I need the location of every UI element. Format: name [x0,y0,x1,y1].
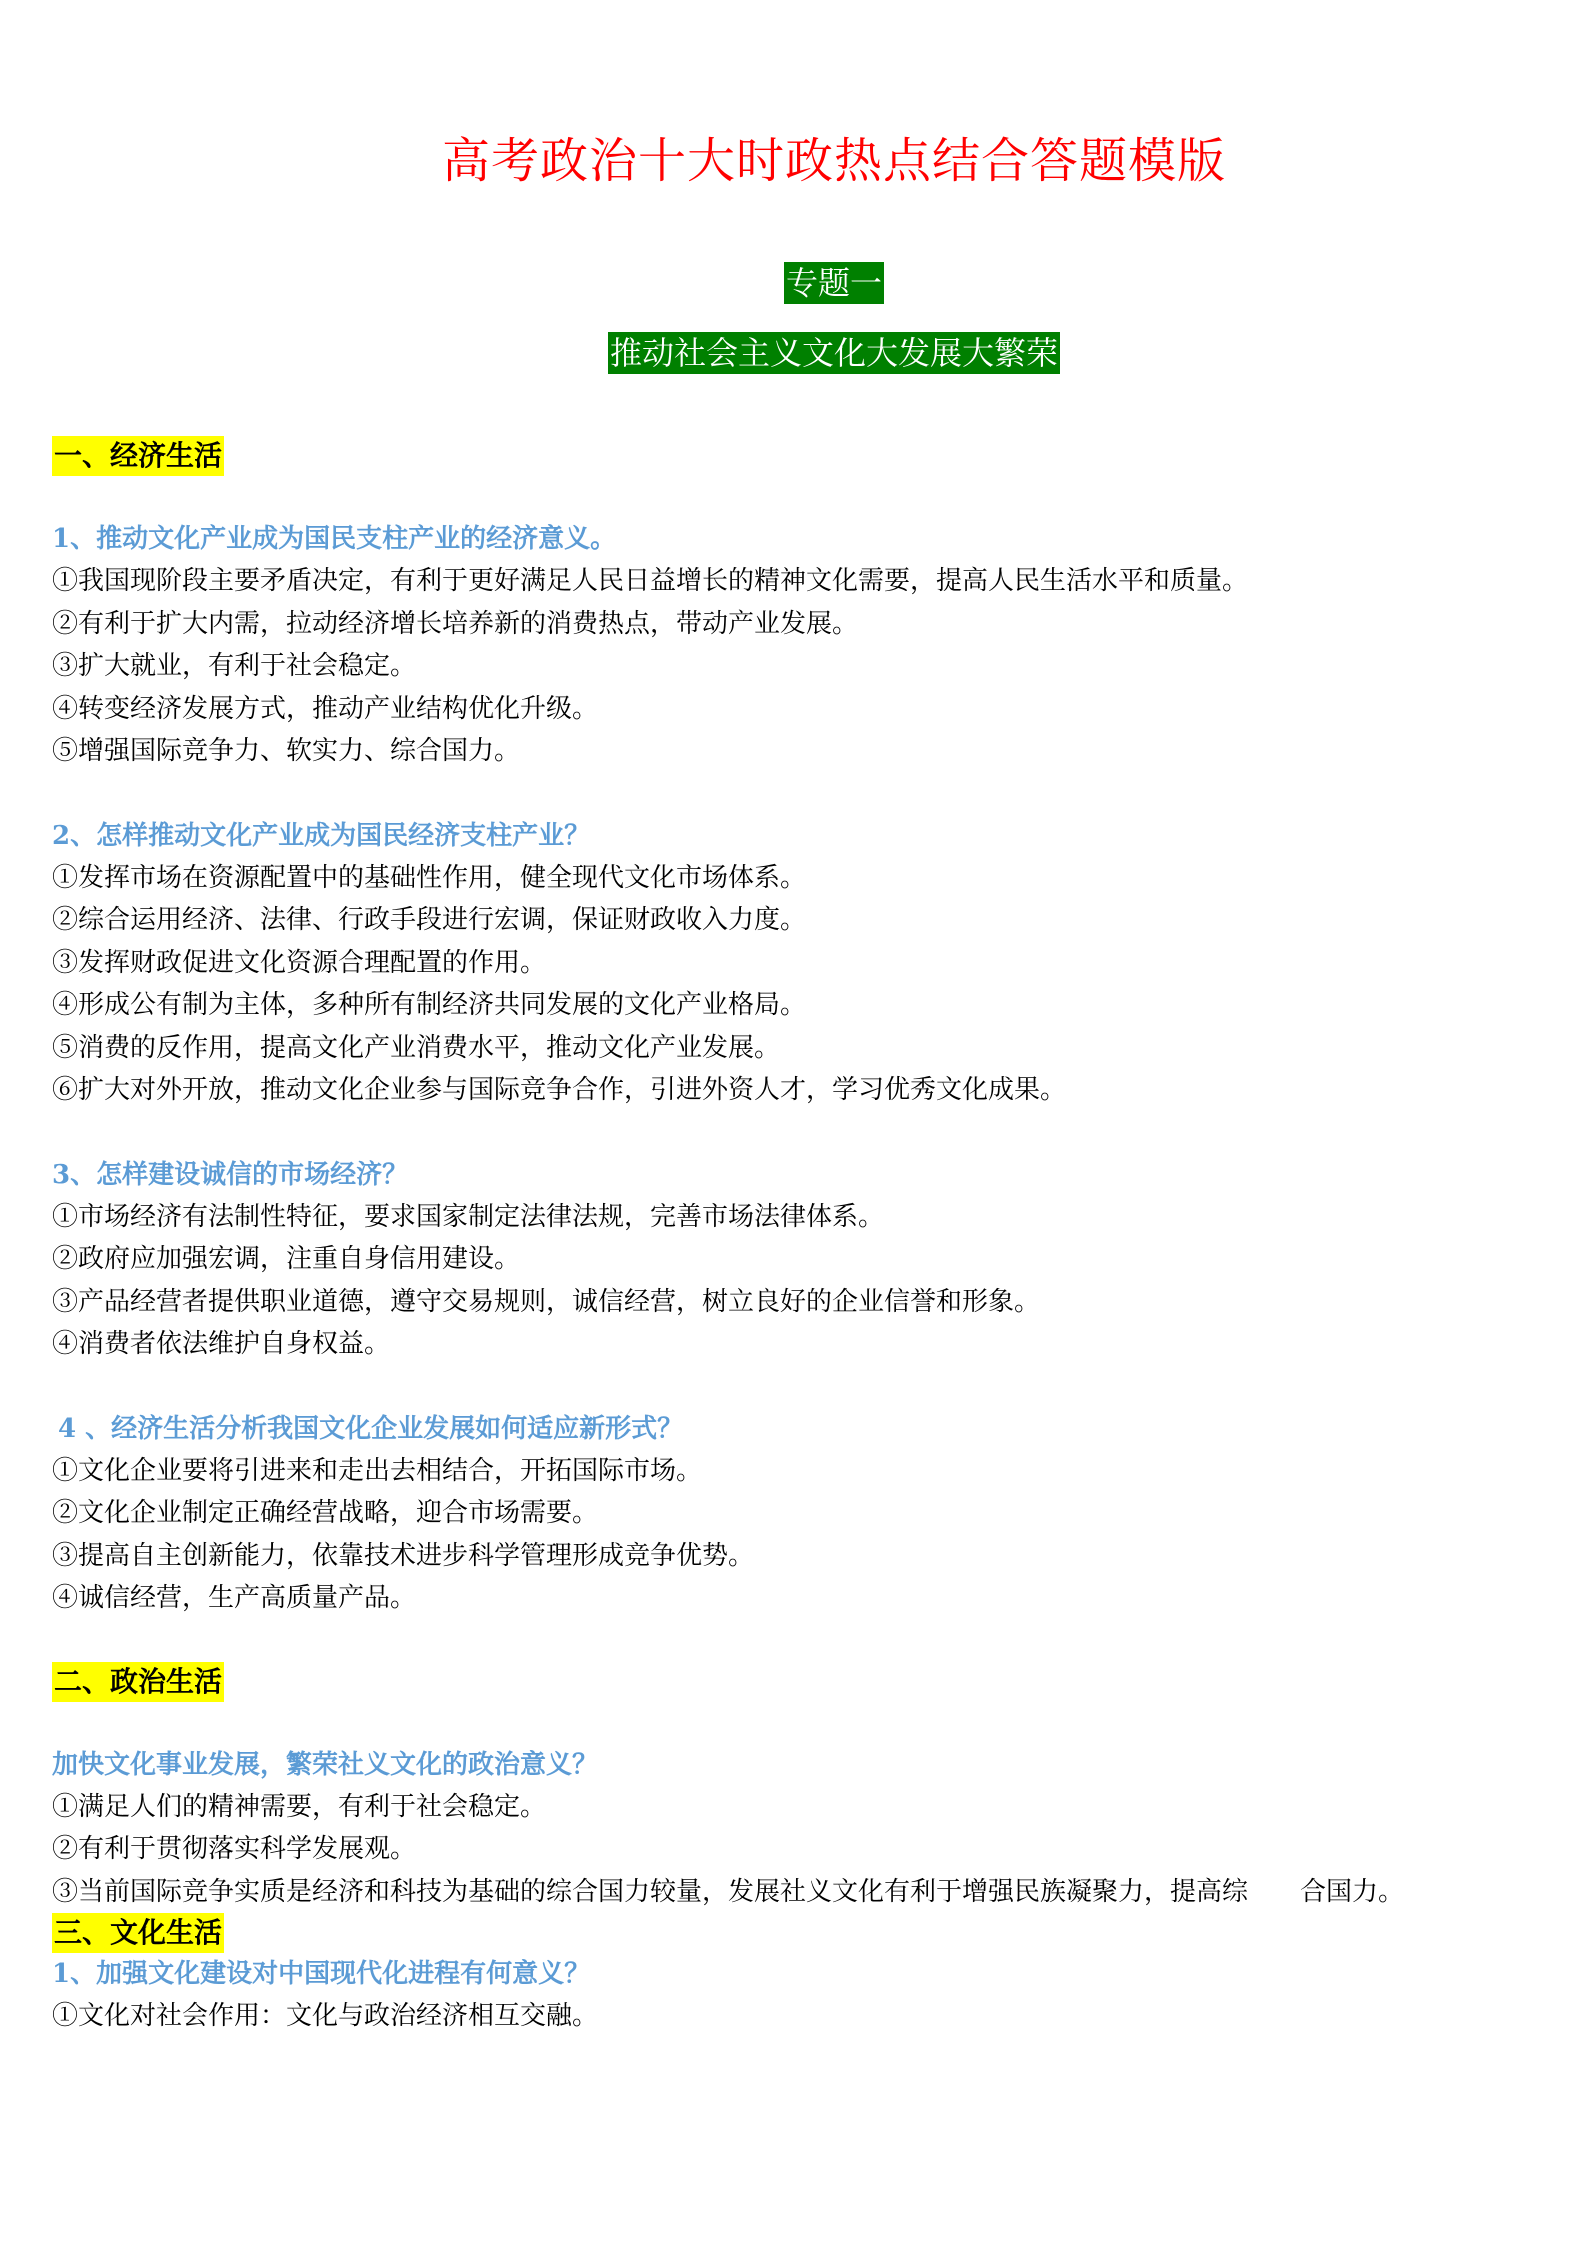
section-heading [52,1662,1552,1702]
section-heading-text: 三、文化生活 [52,1913,224,1953]
answer-line: ③提高自主创新能力，依靠技术进步科学管理形成竞争优势。 [52,1540,755,1571]
answer-line: ②政府应加强宏调，注重自身信用建设。 [52,1244,521,1274]
answer-line: ①发挥市场在资源配置中的基础性作用，健全现代文化市场体系。 [52,862,807,893]
answer-line: ③产品经营者提供职业道德，遵守交易规则，诚信经营，树立良好的企业信誉和形象。 [52,1286,1041,1317]
answer-line: ③当前国际竞争实质是经济和科技为基础的综合国力较量，发展社义文化有利于增强民族凝聚力，提高综 合国力。 [52,1876,1405,1907]
answer-line: ④转变经济发展方式，推动产业结构优化升级。 [52,693,599,724]
answer-line: ①我国现阶段主要矛盾决定，有利于更好满足人民日益增长的精神文化需要，提高人民生活水平和质量。 [52,566,1249,596]
question-heading: 3、怎样建设诚信的市场经济？ [52,1159,409,1190]
answer-line: ④形成公有制为主体，多种所有制经济共同发展的文化产业格局。 [52,990,807,1020]
document-body [52,436,1552,2038]
question-heading: 2、怎样推动文化产业成为国民经济支柱产业？ [52,820,591,851]
topic-title [0,328,1588,374]
answer-line: ①文化企业要将引进来和走出去相结合，开拓国际市场。 [52,1455,703,1486]
answer-line: ⑤消费的反作用，提高文化产业消费水平，推动文化产业发展。 [52,1032,781,1063]
answer-line: ①文化对社会作用：文化与政治经济相互交融。 [52,2001,599,2031]
document-title: 高考政治十大时政热点结合答题模版 [441,133,1226,189]
answer-line: ②综合运用经济、法律、行政手段进行宏调，保证财政收入力度。 [52,905,807,935]
answer-line: ④诚信经营，生产高质量产品。 [52,1583,417,1613]
answer-line: ③扩大就业，有利于社会稳定。 [52,651,417,681]
answer-line: ①满足人们的精神需要，有利于社会稳定。 [52,1791,547,1822]
question-heading: 加快文化事业发展，繁荣社义文化的政治意义？ [52,1749,599,1780]
topic-title-text: 推动社会主义文化大发展大繁荣 [609,334,1058,372]
question-heading: 1、推动文化产业成为国民支柱产业的经济意义。 [52,524,617,554]
question-heading: 1、加强文化建设对中国现代化进程有何意义？ [52,1959,591,1989]
answer-line: ④消费者依法维护自身权益。 [52,1329,391,1359]
section-heading [52,436,1552,476]
topic-label [0,258,1588,304]
answer-line: ②有利于扩大内需，拉动经济增长培养新的消费热点，带动产业发展。 [52,608,859,639]
answer-line: ⑤增强国际竞争力、软实力、综合国力。 [52,736,521,766]
topic-label-text: 专题一 [785,264,882,302]
answer-line: ②文化企业制定正确经营战略，迎合市场需要。 [52,1498,599,1528]
answer-line: ①市场经济有法制性特征，要求国家制定法律法规，完善市场法律体系。 [52,1201,885,1232]
section-heading-text: 一、经济生活 [52,436,224,476]
answer-line: ③发挥财政促进文化资源合理配置的作用。 [52,947,547,978]
question-heading: 4 、经济生活分析我国文化企业发展如何适应新形式？ [58,1413,684,1444]
section-heading [52,1913,1552,1953]
section-heading-text: 二、政治生活 [52,1662,224,1702]
answer-line: ②有利于贯彻落实科学发展观。 [52,1834,417,1864]
answer-line: ⑥扩大对外开放，推动文化企业参与国际竞争合作，引进外资人才，学习优秀文化成果。 [52,1075,1067,1105]
